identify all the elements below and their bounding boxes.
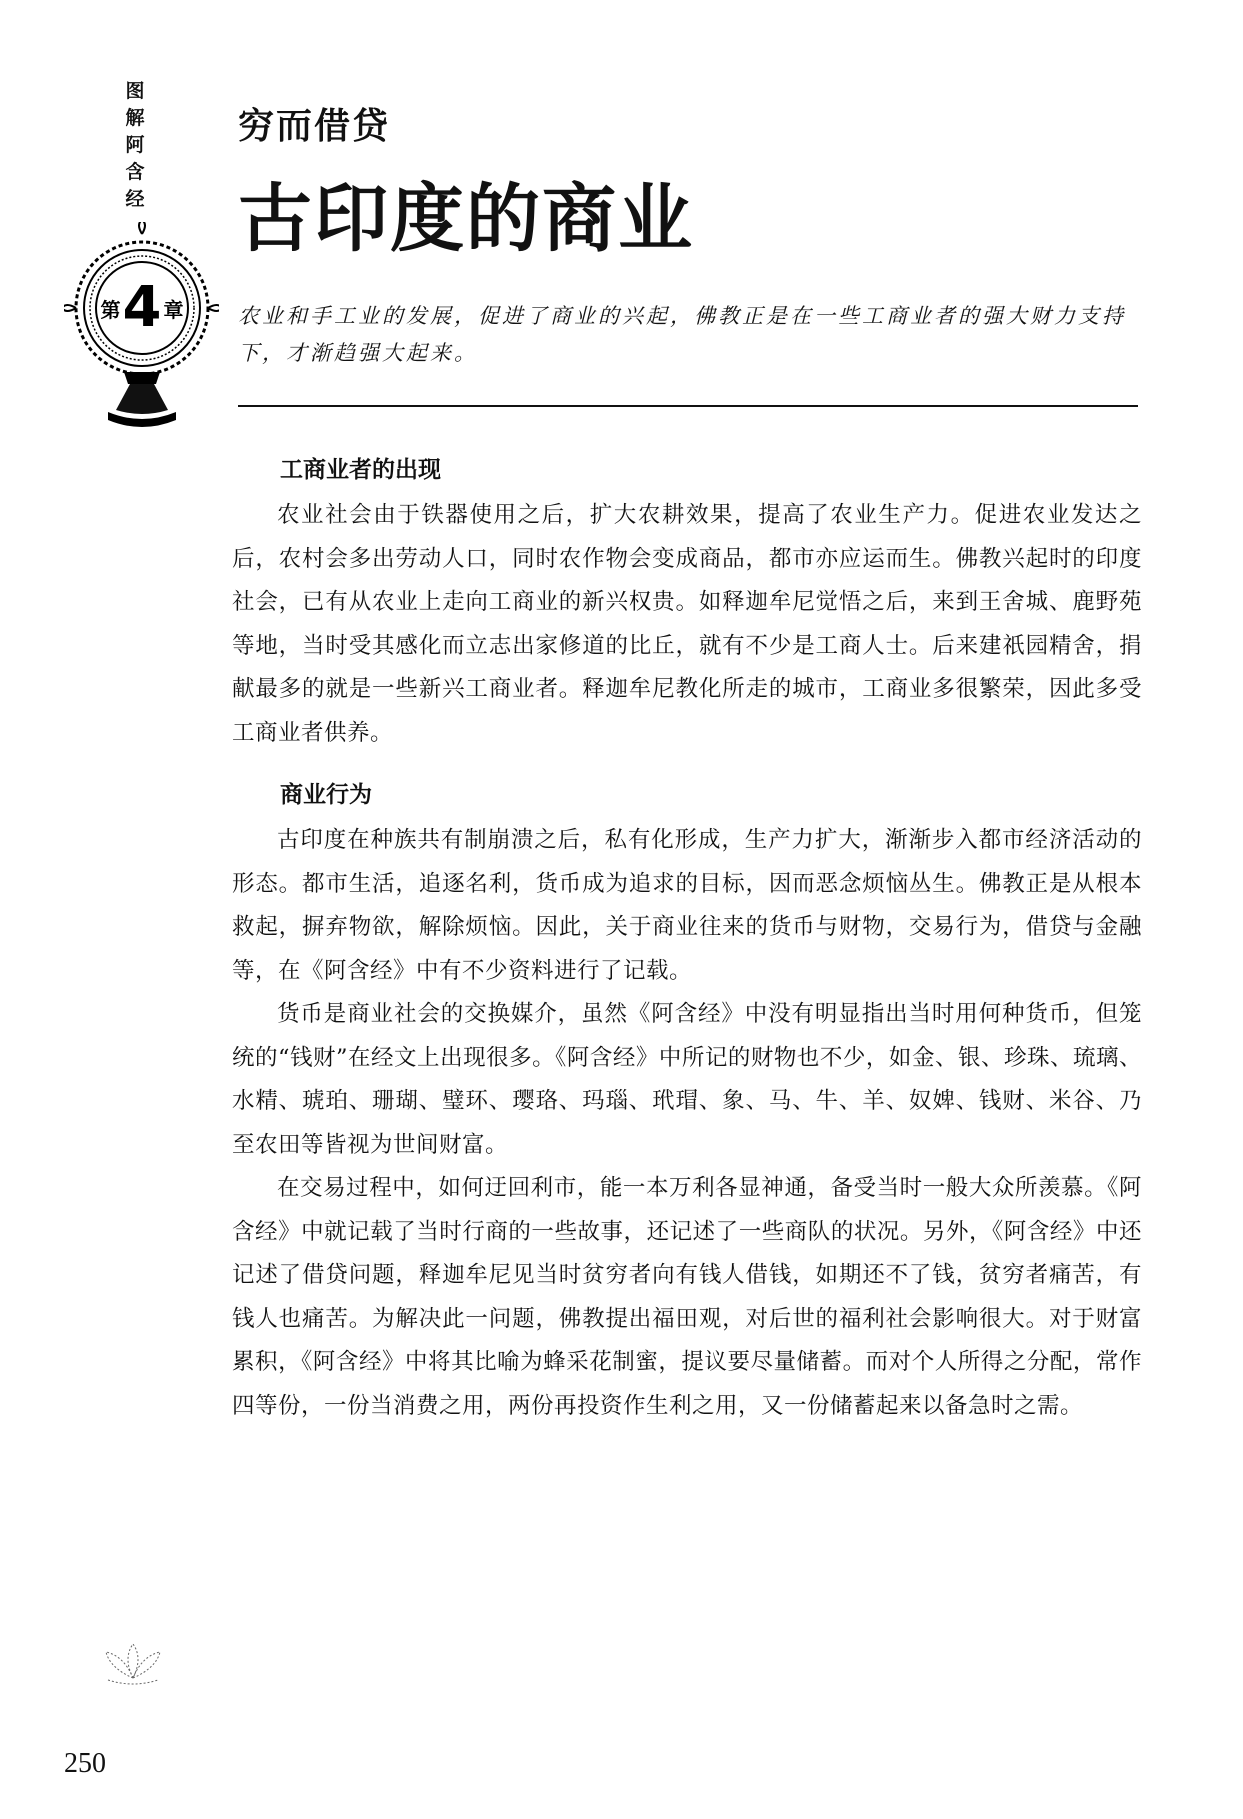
series-title-char: 经 <box>125 188 145 210</box>
chapter-label <box>94 275 190 340</box>
paragraph: 货币是商业社会的交换媒介，虽然《阿含经》中没有明显指出当时用何种货币，但笼统的“钱财”在经文上出现很多。《阿含经》中所记的财物也不少，如金、银、珍珠、琉璃、水精、琥珀、珊瑚、璧环、璎珞、玛瑙、玳瑁、象、马、牛、羊、奴婢、钱财、米谷、乃至农田等皆视为世间财富。 <box>232 1001 1142 1158</box>
series-title-char: 阿 <box>125 134 145 156</box>
series-title-char: 含 <box>125 161 145 183</box>
section-heading: 商业行为 <box>280 782 372 808</box>
page-title: 古印度的商业 <box>238 176 694 262</box>
article-body <box>232 452 1142 1428</box>
page-number: 250 <box>64 1748 106 1779</box>
lotus-ornament-icon <box>98 1638 168 1688</box>
section-kicker: 穷而借贷 <box>238 106 391 147</box>
paragraph: 古印度在种族共有制崩溃之后，私有化形成，生产力扩大，渐渐步入都市经济活动的形态。都市生活，追逐名利，货币成为追求的目标，因而恶念烦恼丛生。佛教正是从根本救起，摒弃物欲，解除烦恼。因此，关于商业往来的货币与财物，交易行为，借贷与金融等，在《阿含经》中有不少资料进行了记载。 <box>232 827 1142 984</box>
divider <box>238 405 1138 407</box>
section-heading: 工商业者的出现 <box>280 457 441 483</box>
chapter-suffix: 章 <box>163 297 184 322</box>
series-title-char: 图 <box>125 80 145 102</box>
chapter-number: 4 <box>122 275 162 340</box>
series-title-vertical <box>120 78 150 213</box>
paragraph: 农业社会由于铁器使用之后，扩大农耕效果，提高了农业生产力。促进农业发达之后，农村会多出劳动人口，同时农作物会变成商品，都市亦应运而生。佛教兴起时的印度社会，已有从农业上走向工商业的新兴权贵。如释迦牟尼觉悟之后，来到王舍城、鹿野苑等地，当时受其感化而立志出家修道的比丘，就有不少是工商人士。后来建祇园精舍，捐献最多的就是一些新兴工商业者。释迦牟尼教化所走的城市，工商业多很繁荣，因此多受工商业者供养。 <box>232 502 1142 746</box>
chapter-emblem <box>64 222 219 437</box>
chapter-prefix: 第 <box>100 297 121 322</box>
paragraph: 在交易过程中，如何迂回利市，能一本万利各显神通，备受当时一般大众所羡慕。《阿含经》中就记载了当时行商的一些故事，还记述了一些商队的状况。另外，《阿含经》中还记述了借贷问题，释迦牟尼见当时贫穷者向有钱人借钱，如期还不了钱，贫穷者痛苦，有钱人也痛苦。为解决此一问题，佛教提出福田观，对后世的福利社会影响很大。对于财富累积，《阿含经》中将其比喻为蜂采花制蜜，提议要尽量储蓄。而对个人所得之分配，常作四等份，一份当消费之用，两份再投资作生利之用，又一份储蓄起来以备急时之需。 <box>232 1175 1142 1419</box>
lead-paragraph: 农业和手工业的发展，促进了商业的兴起，佛教正是在一些工商业者的强大财力支持下，才渐趋强大起来。 <box>238 304 1126 365</box>
series-title-char: 解 <box>125 107 145 129</box>
